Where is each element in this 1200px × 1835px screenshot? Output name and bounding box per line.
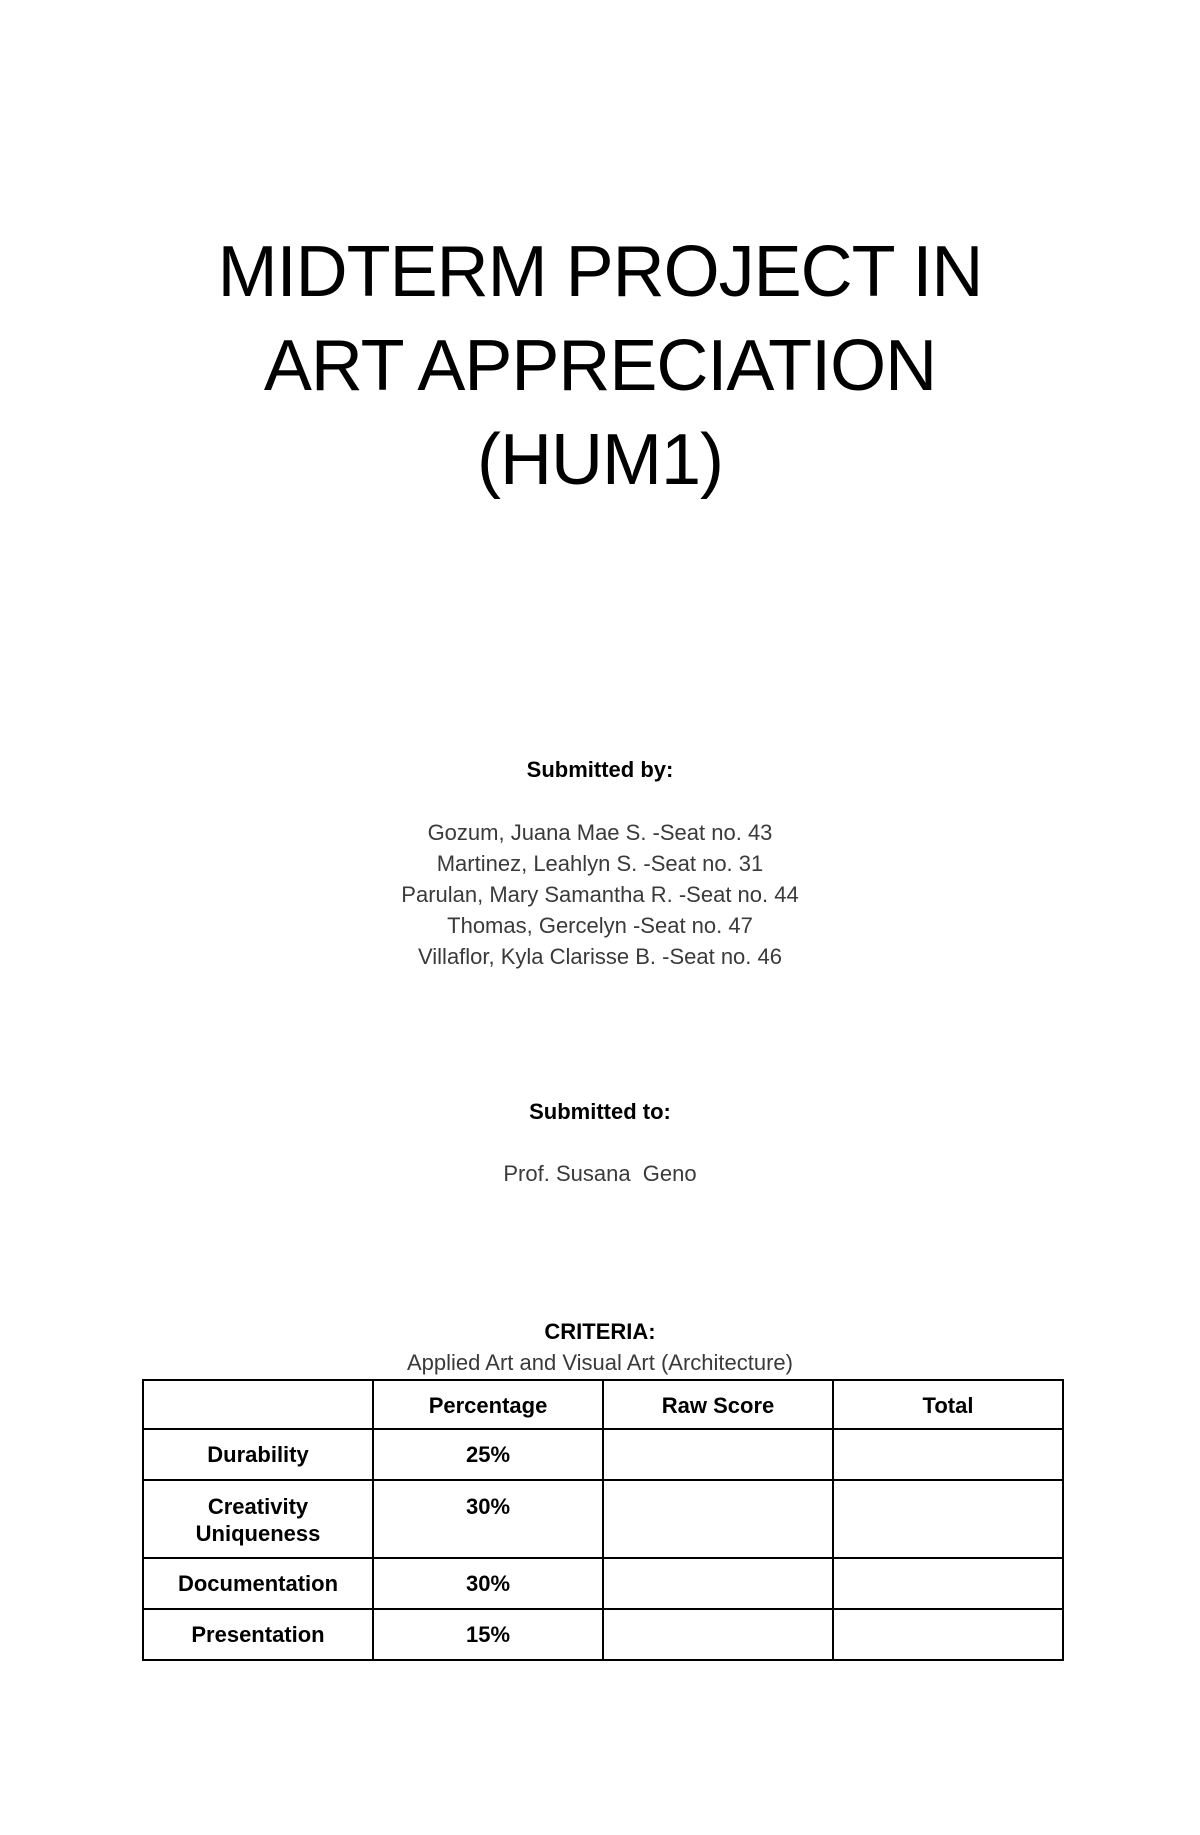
column-header: Percentage <box>373 1380 603 1429</box>
criterion-percentage: 30% <box>373 1558 603 1609</box>
criterion-raw-score <box>603 1609 833 1660</box>
submitted-to-heading: Submitted to: <box>529 1099 671 1124</box>
table-header-row <box>143 1380 1063 1429</box>
title-line: ART APPRECIATION <box>263 326 937 406</box>
criterion-total <box>833 1480 1063 1558</box>
table-row <box>143 1558 1063 1609</box>
table-row <box>143 1609 1063 1660</box>
title-line: MIDTERM PROJECT IN <box>217 232 983 312</box>
criterion-name: Durability <box>143 1429 373 1480</box>
member-name: Martinez, Leahlyn S. -Seat no. 31 <box>436 851 764 876</box>
column-header: Raw Score <box>603 1380 833 1429</box>
criterion-percentage: 15% <box>373 1609 603 1660</box>
criteria-subtitle: Applied Art and Visual Art (Architecture) <box>406 1350 793 1375</box>
page-title <box>0 225 1200 507</box>
criterion-name-line: Uniqueness <box>195 1521 321 1546</box>
member-name: Gozum, Juana Mae S. -Seat no. 43 <box>427 820 773 845</box>
title-line: (HUM1) <box>477 420 723 500</box>
member-name: Parulan, Mary Samantha R. -Seat no. 44 <box>401 882 799 907</box>
criterion-raw-score <box>603 1480 833 1558</box>
table-row <box>143 1480 1063 1558</box>
criteria-heading: CRITERIA: <box>544 1319 656 1344</box>
table-row <box>143 1429 1063 1480</box>
criterion-percentage: 25% <box>373 1429 603 1480</box>
submitted-by-heading: Submitted by: <box>526 757 674 782</box>
criterion-percentage: 30% <box>373 1480 603 1558</box>
criterion-total <box>833 1429 1063 1480</box>
criteria-table <box>142 1379 1064 1661</box>
criterion-raw-score <box>603 1429 833 1480</box>
column-header <box>143 1380 373 1429</box>
criterion-name-line: Creativity <box>207 1494 309 1519</box>
member-name: Villaflor, Kyla Clarisse B. -Seat no. 46 <box>418 944 782 969</box>
criterion-name: Presentation <box>143 1609 373 1660</box>
member-name: Thomas, Gercelyn -Seat no. 47 <box>447 913 753 938</box>
criterion-name: Documentation <box>143 1558 373 1609</box>
criterion-total <box>833 1558 1063 1609</box>
recipient-name: Prof. Susana Geno <box>503 1161 697 1186</box>
criterion-name <box>143 1480 373 1558</box>
criterion-raw-score <box>603 1558 833 1609</box>
member-list <box>0 817 1200 972</box>
criterion-total <box>833 1609 1063 1660</box>
column-header: Total <box>833 1380 1063 1429</box>
